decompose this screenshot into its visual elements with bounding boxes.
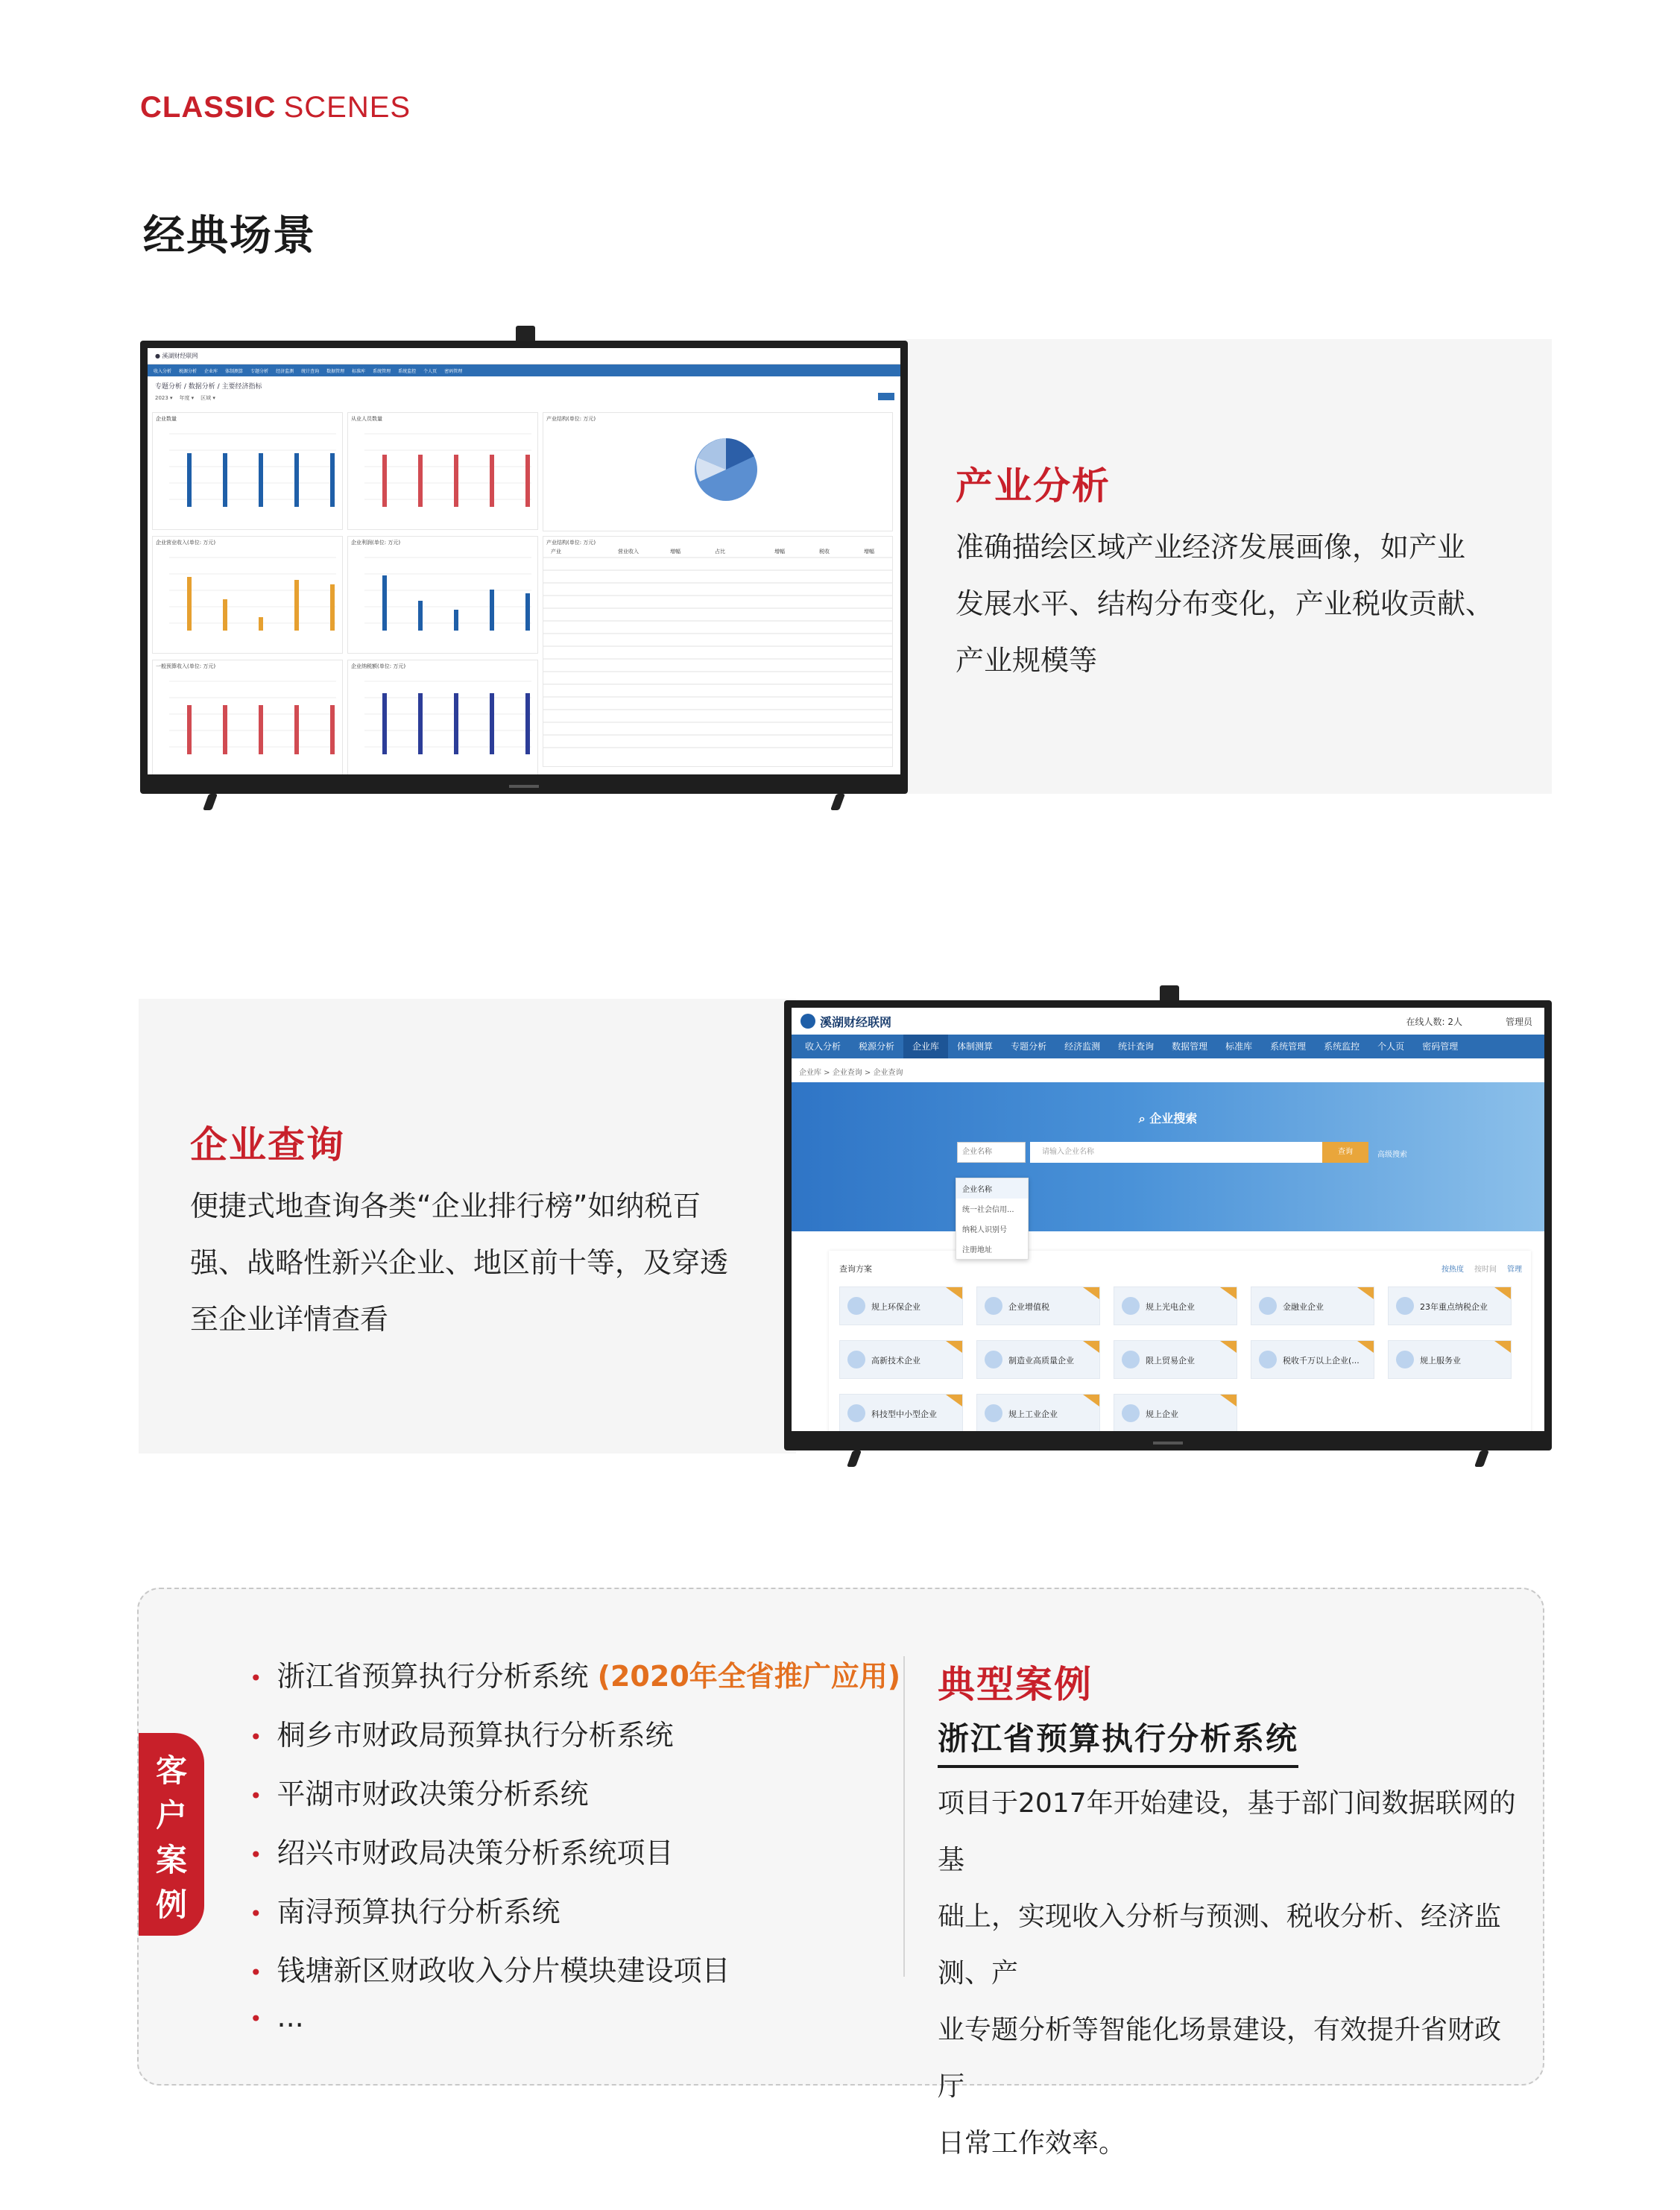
nav-item[interactable]: 体制测算 [225, 368, 244, 374]
table-header: 占比 [715, 549, 725, 555]
scene1-desc-line: 准确描绘区域产业经济发展画像，如产业 [956, 531, 1466, 563]
case-item [250, 1771, 589, 1812]
online-count: 在线人数: 2人 [1406, 1017, 1462, 1027]
scene1-screen-nav [148, 364, 900, 376]
bar-chart-card [347, 660, 538, 774]
scene1-screen-filter: 2023 ▾ 年度 ▾ 区域 ▾ [155, 395, 215, 401]
corner-tag [1357, 1287, 1374, 1299]
scene1-title: 产业分析 [956, 464, 1111, 508]
bullet: • [250, 1843, 262, 1867]
scene1-desc-line: 发展水平、结构分布变化，产业税收贡献、 [956, 587, 1494, 620]
bar [330, 705, 335, 754]
building-icon [1396, 1297, 1414, 1315]
building-icon [985, 1404, 1002, 1422]
corner-tag [1220, 1341, 1237, 1353]
scene2-title: 企业查询 [190, 1123, 345, 1166]
nav-item[interactable]: 标准库 [352, 368, 366, 374]
advanced-search-link[interactable]: 高级搜索 [1377, 1151, 1407, 1159]
nav-item[interactable]: 系统管理 [1270, 1041, 1307, 1052]
bullet: • [250, 2007, 262, 2031]
tv-camera [1160, 985, 1179, 1000]
corner-tag [1083, 1341, 1099, 1353]
app-logo-icon [800, 1014, 815, 1029]
case-item-text: ... [277, 2001, 304, 2033]
search-type-dropdown [956, 1178, 1029, 1260]
nav-item[interactable]: 经济监测 [1064, 1041, 1101, 1052]
pie-card-title: 产业结构(单位: 万元) [546, 416, 596, 422]
query-plan-tile[interactable] [1114, 1286, 1237, 1325]
table-card-title: 产业结构(单位: 万元) [546, 540, 596, 546]
tv-foot-right [830, 794, 845, 810]
search-hero [792, 1082, 1544, 1231]
bullet: • [250, 1784, 262, 1808]
case-item [250, 1712, 674, 1753]
nav-item[interactable]: 专题分析 [1011, 1041, 1047, 1052]
nav-item[interactable]: 经济监测 [276, 368, 294, 374]
tile-label: 科技型中小型企业 [871, 1409, 937, 1419]
tile-label: 规上企业 [1146, 1409, 1178, 1419]
scene1-screen-breadcrumb: 专题分析 / 数据分析 / 主要经济指标 [155, 383, 262, 391]
nav-item[interactable]: 标准库 [1225, 1041, 1253, 1052]
nav-item[interactable]: 收入分析 [805, 1041, 841, 1052]
bar [490, 693, 494, 754]
tv-foot-left [847, 1450, 862, 1467]
tile-label: 限上贸易企业 [1146, 1356, 1195, 1366]
tab-char: 例 [155, 1887, 187, 1923]
sort-by-time[interactable]: 按时间 [1474, 1266, 1497, 1274]
bar [382, 455, 387, 507]
query-plan-tile[interactable] [839, 1340, 963, 1379]
building-icon [1122, 1351, 1140, 1368]
tab-char: 案 [155, 1842, 187, 1878]
scene2-screen-topbar [792, 1008, 1544, 1035]
bar-chart-card [347, 536, 538, 654]
query-plan-tile[interactable] [1251, 1286, 1374, 1325]
corner-tag [1220, 1395, 1237, 1406]
industry-table [543, 547, 894, 771]
typical-case-subtitle: 浙江省预算执行分析系统 [938, 1714, 1298, 1768]
typical-case-desc-line: 项目于2017年开始建设，基于部门间数据联网的基 [938, 1788, 1516, 1875]
nav-item[interactable]: 数据管理 [326, 368, 345, 374]
bar [418, 693, 423, 754]
case-item-text: 平湖市财政决策分析系统 [277, 1778, 589, 1810]
dropdown-option[interactable]: 纳税人识别号 [962, 1226, 1007, 1234]
tile-label: 金融业企业 [1283, 1302, 1324, 1312]
tv-foot-left [203, 794, 218, 810]
query-plan-tile[interactable] [1251, 1340, 1374, 1379]
tv-foot-right [1474, 1450, 1489, 1467]
case-item [250, 1830, 674, 1871]
building-icon [985, 1297, 1002, 1315]
typical-case-title: 典型案例 [938, 1663, 1093, 1706]
manage-link[interactable]: 管理 [1507, 1266, 1522, 1274]
bar [454, 455, 458, 507]
dropdown-option[interactable]: 统一社会信用... [962, 1206, 1014, 1214]
query-plan-tile[interactable] [1114, 1394, 1237, 1431]
case-item [250, 1653, 900, 1694]
bar-chart-card [152, 412, 343, 530]
scene1-table-card [543, 536, 893, 767]
query-plan-tile[interactable] [839, 1394, 963, 1431]
nav-item[interactable]: 个人页 [423, 368, 438, 374]
query-plan-ops [1441, 1263, 1522, 1274]
tile-label: 税收千万以上企业(... [1283, 1356, 1360, 1366]
scene1-pie-card [543, 412, 893, 531]
corner-tag [1494, 1341, 1511, 1353]
case-item-text: 桐乡市财政局预算执行分析系统 [277, 1719, 674, 1752]
nav-item[interactable]: 税源分析 [179, 368, 198, 374]
search-button[interactable]: 查询 [1322, 1142, 1368, 1163]
typical-case-desc-line: 业专题分析等智能化场景建设，有效提升省财政厅 [938, 2015, 1502, 2102]
nav-item[interactable]: 数据管理 [1172, 1041, 1208, 1052]
bar [187, 453, 192, 507]
section-label-en [140, 91, 411, 124]
scene2-desc-line: 便捷式地查询各类“企业排行榜”如纳税百 [190, 1190, 701, 1222]
bar [223, 705, 227, 754]
tile-label: 规上工业企业 [1008, 1409, 1058, 1419]
nav-item[interactable]: 收入分析 [154, 368, 172, 374]
query-plan-tile[interactable] [1114, 1340, 1237, 1379]
bar [330, 453, 335, 507]
nav-item[interactable]: 统计查询 [1118, 1041, 1155, 1052]
bar [525, 693, 530, 754]
scene1-desc-line: 产业规模等 [956, 644, 1098, 677]
table-header: 税收 [819, 549, 830, 555]
nav-item[interactable]: 系统管理 [373, 368, 391, 374]
bar [187, 705, 192, 754]
nav-item[interactable]: 企业库 [204, 368, 218, 374]
typical-case-desc [938, 1775, 1519, 2172]
bar-chart-title: 从业人员数量 [351, 416, 382, 422]
table-header: 增幅 [774, 549, 785, 555]
scene1-screen [148, 348, 900, 774]
tv-brand [1153, 1442, 1183, 1445]
bar-chart-card [152, 536, 343, 654]
nav-item[interactable]: 个人页 [1377, 1041, 1405, 1052]
tile-label: 企业增值税 [1008, 1302, 1049, 1312]
bar [454, 610, 458, 631]
bullet: • [250, 1666, 262, 1690]
tile-label: 制造业高质量企业 [1008, 1356, 1074, 1366]
section-label-en-light: SCENES [283, 91, 411, 124]
bullet: • [250, 1960, 262, 1985]
bar-chart [348, 547, 539, 651]
tab-char: 户 [155, 1797, 187, 1834]
table-header: 产业 [551, 549, 561, 555]
search-type-select[interactable]: 企业名称 [957, 1142, 1026, 1163]
dropdown-option[interactable]: 企业名称 [956, 1178, 1028, 1199]
bar [490, 590, 494, 631]
search-icon: ⌕ [1138, 1111, 1150, 1125]
section-title: 经典场景 [143, 212, 316, 260]
bar [490, 455, 494, 507]
search-hero-title-text: 企业搜索 [1149, 1111, 1198, 1125]
nav-item[interactable]: 密码管理 [444, 368, 463, 374]
bar-chart [153, 423, 344, 528]
scene2-desc [190, 1178, 771, 1348]
case-item-text: 绍兴市财政局决策分析系统项目 [277, 1837, 674, 1869]
case-item [250, 2001, 304, 2033]
building-icon [1122, 1297, 1140, 1315]
query-plan-tile[interactable] [839, 1286, 963, 1325]
admin-user[interactable]: 管理员 [1505, 1017, 1532, 1027]
tile-label: 规上服务业 [1420, 1356, 1461, 1366]
nav-item[interactable]: 专题分析 [250, 368, 269, 374]
corner-tag [1494, 1287, 1511, 1299]
tile-label: 规上环保企业 [871, 1302, 920, 1312]
tile-label: 高新技术企业 [871, 1356, 920, 1366]
building-icon [847, 1351, 865, 1368]
bar-chart-card [347, 412, 538, 530]
bar [330, 584, 335, 631]
nav-item[interactable]: 企业库 [903, 1035, 948, 1058]
scene2-screen-breadcrumb: 企业库 > 企业查询 > 企业查询 [799, 1069, 903, 1077]
query-plan-tile[interactable] [976, 1286, 1100, 1325]
corner-tag [1357, 1341, 1374, 1353]
corner-tag [946, 1287, 962, 1299]
bar [418, 601, 423, 631]
case-item [250, 1948, 730, 1989]
scene2-screen-nav [792, 1035, 1544, 1058]
customer-cases-tab [139, 1733, 204, 1936]
bar [294, 453, 299, 507]
scene1-desc [956, 519, 1522, 689]
bar-chart [348, 423, 539, 528]
nav-item[interactable]: 系统监控 [398, 368, 417, 374]
corner-tag [1083, 1287, 1099, 1299]
tv-brand [509, 785, 539, 788]
scene2-desc-line: 强、战略性新兴企业、地区前十等，及穿透 [190, 1246, 729, 1279]
bar [525, 455, 530, 507]
table-header: 增幅 [670, 549, 680, 555]
tab-char: 客 [155, 1752, 187, 1789]
typical-case-desc-line: 日常工作效率。 [938, 2128, 1126, 2159]
nav-item[interactable]: 密码管理 [1422, 1041, 1459, 1052]
nav-item[interactable]: 体制测算 [957, 1041, 994, 1052]
scene1-screen-query-button[interactable] [878, 393, 894, 400]
bar [259, 453, 263, 507]
typical-case-desc-line: 础上，实现收入分析与预测、税收分析、经济监测、产 [938, 1901, 1502, 1989]
app-name: 溪湖财经联网 [820, 1014, 892, 1029]
sort-by-heat[interactable]: 按热度 [1441, 1266, 1464, 1274]
bar [418, 455, 423, 507]
bar [223, 599, 227, 631]
query-plan-tile[interactable] [976, 1394, 1100, 1431]
dropdown-option[interactable]: 注册地址 [962, 1246, 992, 1254]
nav-item[interactable]: 税源分析 [859, 1041, 895, 1052]
building-icon [985, 1351, 1002, 1368]
bullet: • [250, 1901, 262, 1926]
bar [525, 593, 530, 631]
query-plan-panel [829, 1251, 1531, 1431]
bar [294, 705, 299, 754]
scene1-screen-topbar: ● 溪湖财经联网 [148, 348, 900, 364]
table-header: 营业收入 [618, 549, 639, 555]
divider [903, 1656, 905, 1977]
case-item-highlight: (2020年全省推广应用) [597, 1660, 901, 1693]
bar [454, 693, 458, 754]
case-item-text: 浙江省预算执行分析系统 [277, 1660, 589, 1693]
building-icon [1259, 1351, 1277, 1368]
bar [382, 693, 387, 754]
scene1-tv [140, 341, 908, 794]
bar [382, 575, 387, 631]
query-plan-title: 查询方案 [839, 1264, 872, 1274]
building-icon [847, 1297, 865, 1315]
section-label-en-bold: CLASSIC [140, 91, 277, 124]
building-icon [847, 1404, 865, 1422]
bullet: • [250, 1725, 262, 1749]
nav-item[interactable]: 统计查询 [301, 368, 320, 374]
search-hero-title [792, 1109, 1544, 1126]
bar-chart-title: 一般预算收入(单位: 万元) [156, 663, 216, 669]
tv-camera [516, 326, 535, 341]
bar-chart-card [152, 660, 343, 774]
bar-chart-title: 企业营业收入(单位: 万元) [156, 540, 216, 546]
bar [294, 580, 299, 631]
tile-label: 23年重点纳税企业 [1420, 1302, 1488, 1312]
bar [223, 453, 227, 507]
bar-chart [153, 547, 344, 651]
bar-chart [348, 671, 539, 774]
bar-chart-title: 企业数量 [156, 416, 177, 422]
bar [259, 705, 263, 754]
scene2-tv [784, 1000, 1552, 1450]
building-icon [1122, 1404, 1140, 1422]
bar-chart-title: 企业纳税额(单位: 万元) [351, 663, 406, 669]
query-plan-tile[interactable] [1388, 1340, 1512, 1379]
bar [187, 577, 192, 631]
case-item-text: 南浔预算执行分析系统 [277, 1895, 560, 1928]
corner-tag [946, 1395, 962, 1406]
corner-tag [1220, 1287, 1237, 1299]
corner-tag [1083, 1395, 1099, 1406]
corner-tag [946, 1341, 962, 1353]
tile-label: 规上光电企业 [1146, 1302, 1195, 1312]
bar [259, 617, 263, 631]
building-icon [1259, 1297, 1277, 1315]
case-item-text: 钱塘新区财政收入分片模块建设项目 [277, 1954, 730, 1987]
pie-chart [543, 423, 894, 532]
scene2-screen [792, 1008, 1544, 1431]
search-input[interactable]: 请输入企业名称 [1030, 1142, 1322, 1163]
bar-chart-title: 企业利润(单位: 万元) [351, 540, 401, 546]
query-plan-tile[interactable] [1388, 1286, 1512, 1325]
scene2-desc-line: 至企业详情查看 [190, 1303, 389, 1336]
bar-chart [153, 671, 344, 774]
case-item [250, 1889, 560, 1930]
table-header: 增幅 [864, 549, 874, 555]
nav-item[interactable]: 系统监控 [1324, 1041, 1360, 1052]
building-icon [1396, 1351, 1414, 1368]
query-plan-tile[interactable] [976, 1340, 1100, 1379]
